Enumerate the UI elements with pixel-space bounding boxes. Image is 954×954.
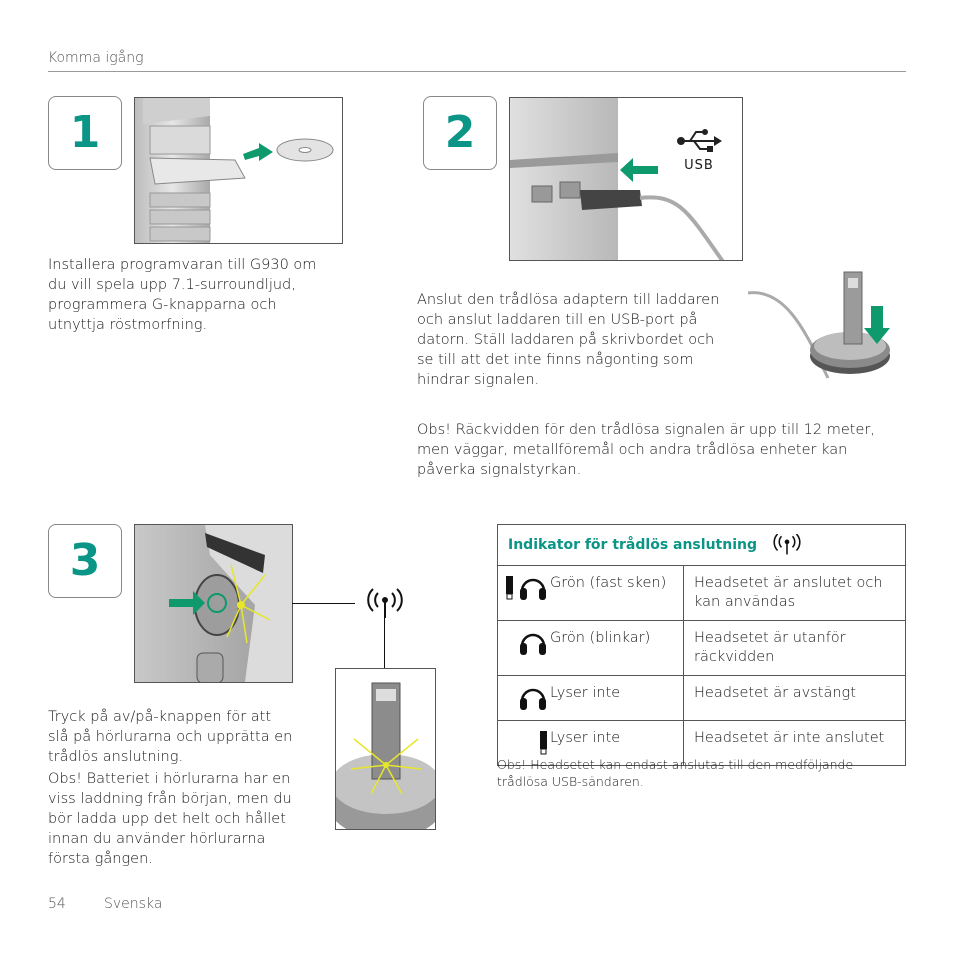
meaning-cell: Headsetet är avstängt xyxy=(684,676,906,721)
indicator-table-header xyxy=(498,525,906,566)
header-divider xyxy=(48,71,906,72)
state-label: Lyser inte xyxy=(550,685,621,701)
step-2-text: Anslut den trådlösa adaptern till laddaren och anslut laddaren till en USB-port på datorn. Ställ laddaren på skrivbordet och se till att det inte finns någonting som hindrar signalen. xyxy=(417,292,720,388)
callout-line-horizontal xyxy=(292,603,355,604)
section-title: Komma igång xyxy=(48,50,144,66)
footer-language: Svenska xyxy=(104,896,163,912)
usb-label: USB xyxy=(684,158,714,173)
step-2-number: 2 xyxy=(444,107,476,158)
wireless-signal-icon xyxy=(367,588,403,624)
indicator-table-title: Indikator för trådlös anslutning xyxy=(508,537,757,553)
step-3-note: Obs! Batteriet i hörlurarna har en viss laddning från början, men du bör ladda upp det helt och hållet innan du använder hörlurarna första gången. xyxy=(48,771,292,867)
state-cell xyxy=(498,621,684,676)
step-1-text: Installera programvaran till G930 om du vill spela upp 7.1-surroundljud, programmera G-knapparna och utnyttja röstmorfning. xyxy=(48,257,317,333)
range-note: Obs! Räckvidden för den trådlösa signalen är upp till 12 meter, men väggar, metallföremål och andra trådlösa enheter kan påverka signalstyrkan. xyxy=(417,422,875,478)
table-row xyxy=(498,621,906,676)
meaning-cell: Headsetet är utanför räckvidden xyxy=(684,621,906,676)
meaning-cell: Headsetet är anslutet och kan användas xyxy=(684,566,906,621)
step-1-number: 1 xyxy=(69,107,101,158)
state-cell xyxy=(498,566,684,621)
wireless-signal-icon xyxy=(772,534,802,556)
indicator-table xyxy=(497,524,906,766)
usb-icon xyxy=(676,128,722,154)
indicator-footnote: Obs! Headsetet kan endast anslutas till den medföljande trådlösa USB-sändaren. xyxy=(497,757,854,789)
headset-icon xyxy=(520,580,546,600)
step-3-number: 3 xyxy=(69,535,101,586)
indicator-table-wrapper xyxy=(497,524,906,766)
headset-icon xyxy=(504,684,550,712)
state-cell xyxy=(498,676,684,721)
state-label: Grön (blinkar) xyxy=(550,630,651,646)
usb-insert-arrow xyxy=(620,158,658,182)
page-number: 54 xyxy=(48,896,66,912)
indicator-table-title-cell xyxy=(498,525,906,566)
headset-icon xyxy=(504,629,550,657)
step-3-badge xyxy=(48,524,122,598)
usb-symbol xyxy=(675,128,723,173)
adapter-led-illustration xyxy=(335,668,436,830)
step-1-illustration xyxy=(134,97,343,244)
table-row xyxy=(498,566,906,621)
usb-adapter-icon xyxy=(506,576,513,599)
step-3-illustration xyxy=(134,524,293,683)
step-2-badge xyxy=(423,96,497,170)
step-2-illustration xyxy=(509,97,743,261)
usb-adapter-icon xyxy=(504,729,550,757)
charger-illustration xyxy=(748,268,908,398)
table-row xyxy=(498,676,906,721)
step-1-badge xyxy=(48,96,122,170)
state-label: Lyser inte xyxy=(550,730,621,746)
step-3-text: Tryck på av/på-knappen för att slå på hörlurarna och upprätta en trådlös anslutning. xyxy=(48,709,293,765)
state-label: Grön (fast sken) xyxy=(550,575,667,591)
meaning-cell: Headsetet är inte anslutet xyxy=(684,721,906,766)
